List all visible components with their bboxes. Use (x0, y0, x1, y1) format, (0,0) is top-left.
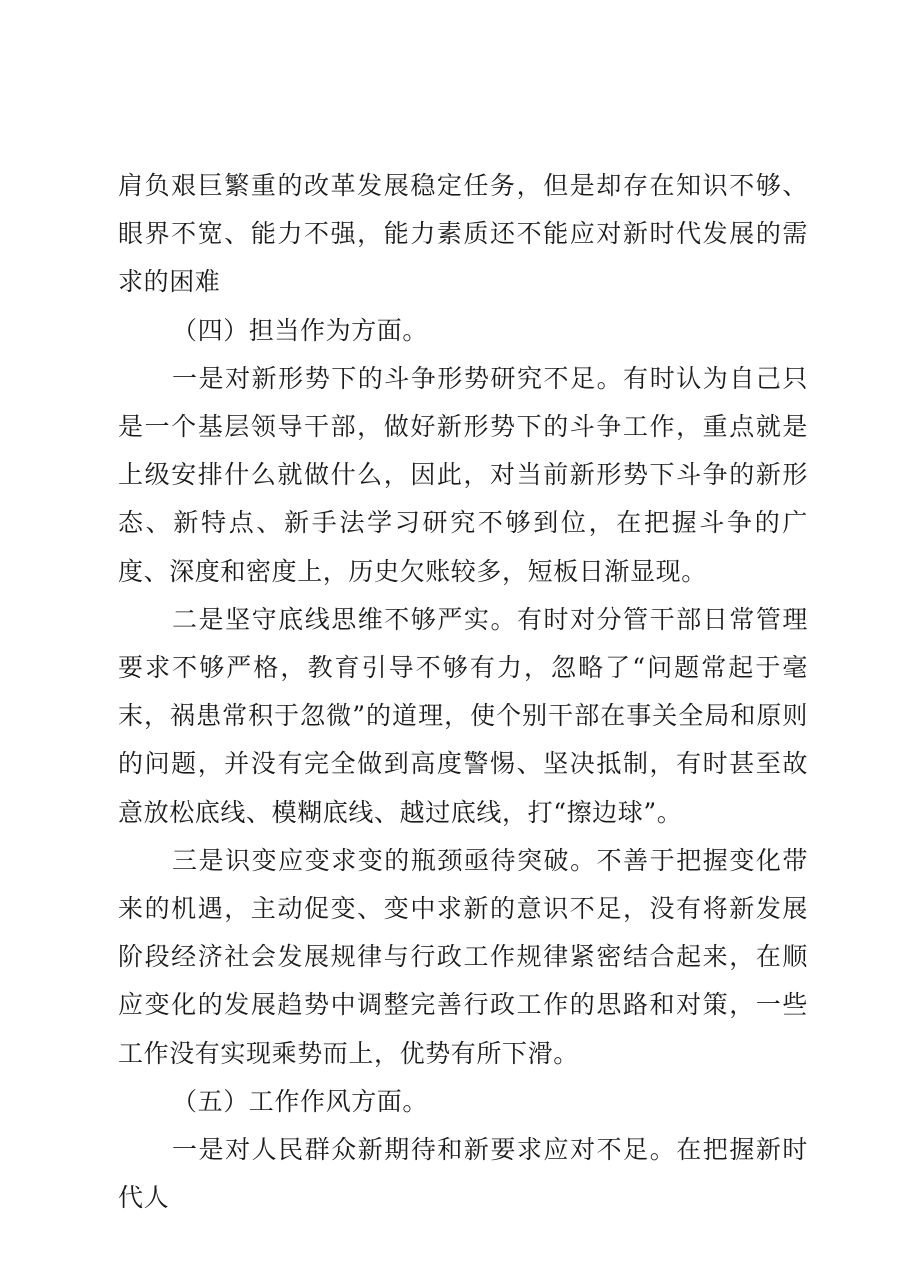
paragraph-continuation: 肩负艰巨繁重的改革发展稳定任务，但是却存在知识不够、眼界不宽、能力不强，能力素质还不能应对新时代发展的需求的困难 (118, 171, 808, 297)
paragraph-point-1: 一是对新形势下的斗争形势研究不足。有时认为自己只是一个基层领导干部，做好新形势下的斗争工作，重点就是上级安排什么就做什么，因此，对当前新形势下斗争的新形态、新特点、新手法学习研究不够到位，在把握斗争的广度、深度和密度上，历史欠账较多，短板日渐显现。 (118, 363, 808, 586)
paragraph-point-3: 三是识变应变求变的瓶颈亟待突破。不善于把握变化带来的机遇，主动促变、变中求新的意识不足，没有将新发展阶段经济社会发展规律与行政工作规律紧密结合起来，在顺应变化的发展趋势中调整完善行政工作的思路和对策，一些工作没有实现乘势而上，优势有所下滑。 (118, 845, 808, 1068)
section-heading-4: （四）担当作为方面。 (172, 315, 429, 345)
paragraph-point-1-section-5: 一是对人民群众新期待和新要求应对不足。在把握新时代人 (118, 1135, 808, 1213)
document-body (118, 162, 808, 1222)
paragraph-point-2: 二是坚守底线思维不够严实。有时对分管干部日常管理要求不够严格，教育引导不够有力，忽略了“问题常起于毫末，祸患常积于忽微”的道理，使个别干部在事关全局和原则的问题，并没有完全做到高度警惕、坚决抵制，有时甚至故意放松底线、模糊底线、越过底线，打“擦边球”。 (118, 604, 808, 827)
section-heading-5: （五）工作作风方面。 (172, 1086, 429, 1116)
